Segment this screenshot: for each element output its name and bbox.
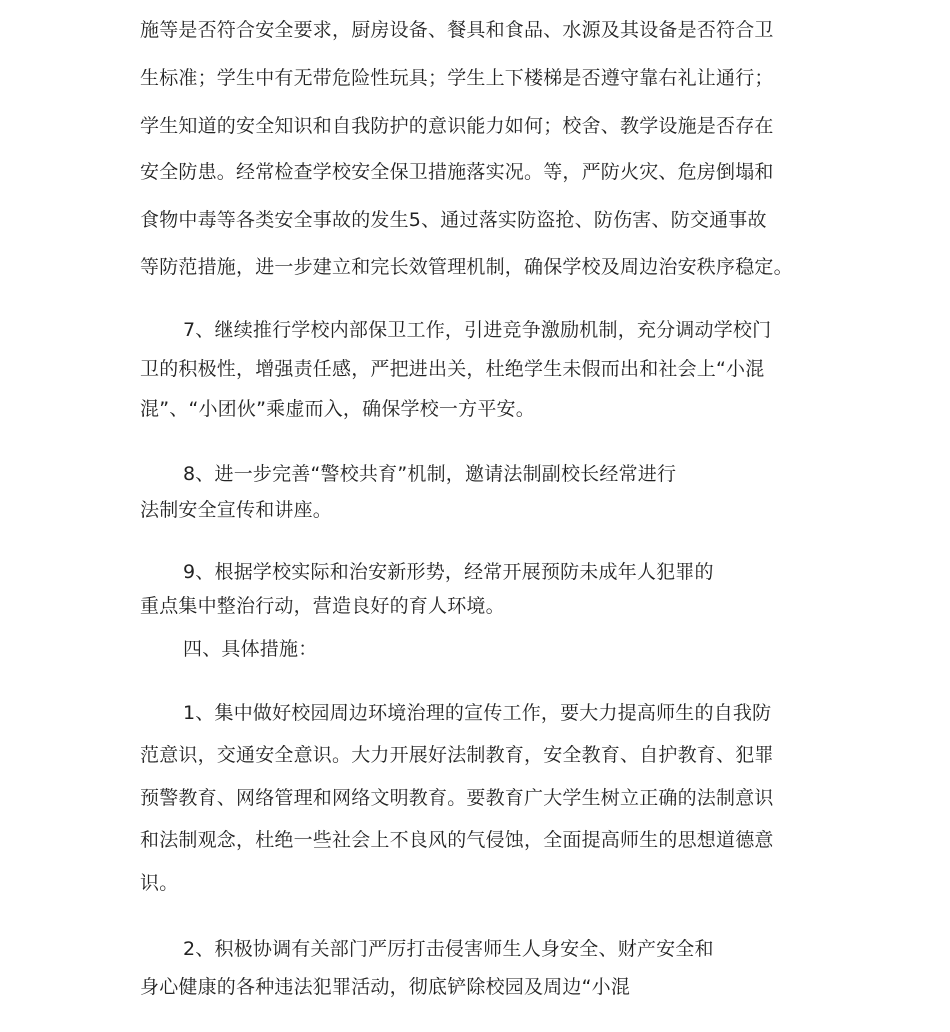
text-line: 学生知道的安全知识和自我防护的意识能力如何；校舍、教学设施是否存在 <box>140 115 774 137</box>
text-line: 施等是否符合安全要求，厨房设备、餐具和食品、水源及其设备是否符合卫 <box>140 19 774 41</box>
paragraph-7-first-line: 7、继续推行学校内部保卫工作，引进竞争激励机制，充分调动学校门 <box>183 319 772 341</box>
paragraph-9-first-line: 9、根据学校实际和治安新形势，经常开展预防未成年人犯罪的 <box>183 561 714 583</box>
text-line: 和法制观念，杜绝一些社会上不良风的气侵蚀，全面提高师生的思想道德意 <box>140 829 774 851</box>
measure-2-first-line: 2、积极协调有关部门严厉打击侵害师生人身安全、财产安全和 <box>183 938 714 960</box>
text-line: 卫的积极性，增强责任感，严把进出关，杜绝学生未假而出和社会上“小混 <box>140 358 765 380</box>
text-line: 范意识，交通安全意识。大力开展好法制教育，安全教育、自护教育、犯罪 <box>140 744 774 766</box>
text-line: 安全防患。经常检查学校安全保卫措施落实况。等，严防火灾、危房倒塌和 <box>140 161 774 183</box>
text-line: 预警教育、网络管理和网络文明教育。要教育广大学生树立正确的法制意识 <box>140 787 774 809</box>
text-line: 重点集中整治行动，营造良好的育人环境。 <box>140 595 505 617</box>
text-line: 生标准；学生中有无带危险性玩具；学生上下楼梯是否遵守靠右礼让通行； <box>140 67 774 89</box>
text-line: 混”、“小团伙”乘虚而入，确保学校一方平安。 <box>140 398 535 420</box>
paragraph-8-first-line: 8、进一步完善“警校共育”机制，邀请法制副校长经常进行 <box>183 463 677 485</box>
text-line: 身心健康的各种违法犯罪活动，彻底铲除校园及周边“小混 <box>140 976 631 998</box>
text-line: 识。 <box>140 872 179 894</box>
text-line: 等防范措施，进一步建立和完长效管理机制，确保学校及周边治安秩序稳定。 <box>140 256 793 278</box>
measure-1-first-line: 1、集中做好校园周边环境治理的宣传工作，要大力提高师生的自我防 <box>183 702 772 724</box>
text-line: 法制安全宣传和讲座。 <box>140 499 333 521</box>
section-heading: 四、具体措施： <box>183 638 318 660</box>
text-line: 食物中毒等各类安全事故的发生5、通过落实防盗抢、防伤害、防交通事故 <box>140 209 767 231</box>
